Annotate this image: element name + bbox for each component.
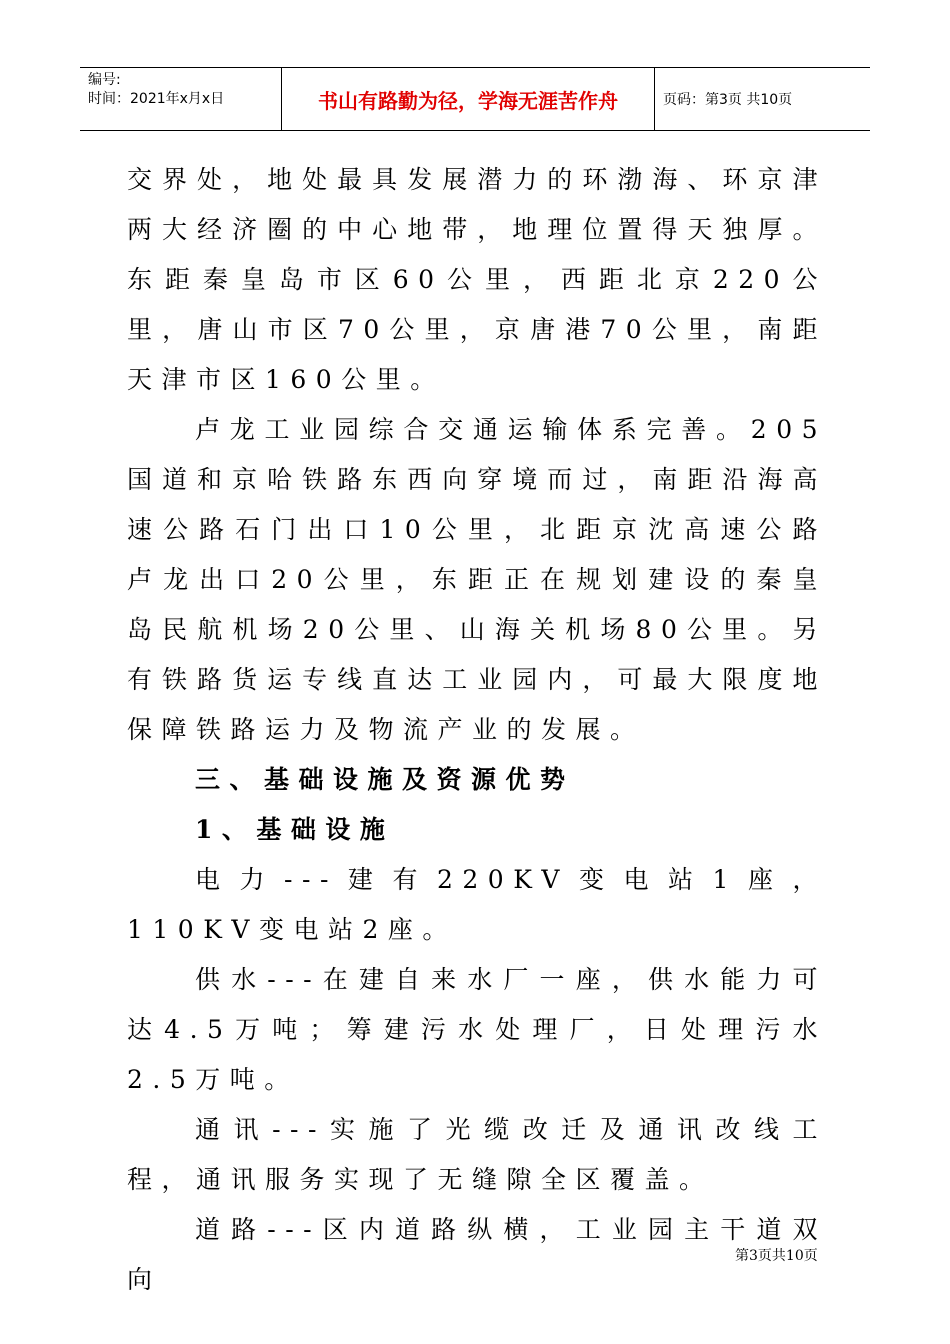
footer-page-number: 第3页共10页 xyxy=(735,1248,818,1264)
paragraph-water: 供水---在建自来水厂一座，供水能力可达4.5万吨；筹建污水处理厂，日处理污水2.5万吨。 xyxy=(127,965,827,1094)
number-label: 编号: xyxy=(88,72,121,88)
paragraph-power: 电力---建有220KV变电站1座，110KV变电站2座。 xyxy=(127,865,827,944)
time-label: 时间：2021年x月x日 xyxy=(88,91,225,107)
header-table xyxy=(80,67,870,131)
header-page-info: 页码：第3页 共10页 xyxy=(663,92,793,108)
header-motto: 书山有路勤为径，学海无涯苦作舟 xyxy=(282,68,655,130)
subsection-heading: 1、基础设施 xyxy=(195,815,395,844)
paragraph-transport: 卢龙工业园综合交通运输体系完善。205国道和京哈铁路东西向穿境而过，南距沿海高速公路石门出口10公里，北距京沈高速公路卢龙出口20公里，东距正在规划建设的秦皇岛民航机场20公里、山海关机场80公里。另有铁路货运专线直达工业园内，可最大限度地保障铁路运力及物流产业的发展。 xyxy=(127,415,827,744)
document-body xyxy=(127,155,827,1305)
paragraph-location: 交界处，地处最具发展潜力的环渤海、环京津两大经济圈的中心地带，地理位置得天独厚。东距秦皇岛市区60公里，西距北京220公里，唐山市区70公里，京唐港70公里，南距天津市区160公里。 xyxy=(127,165,827,394)
paragraph-roads: 道路---区内道路纵横，工业园主干道双向 xyxy=(127,1215,827,1294)
header-left-cell xyxy=(80,68,282,130)
section-heading: 三、基础设施及资源优势 xyxy=(195,765,575,794)
paragraph-telecom: 通讯---实施了光缆改迁及通讯改线工程，通讯服务实现了无缝隙全区覆盖。 xyxy=(127,1115,827,1194)
